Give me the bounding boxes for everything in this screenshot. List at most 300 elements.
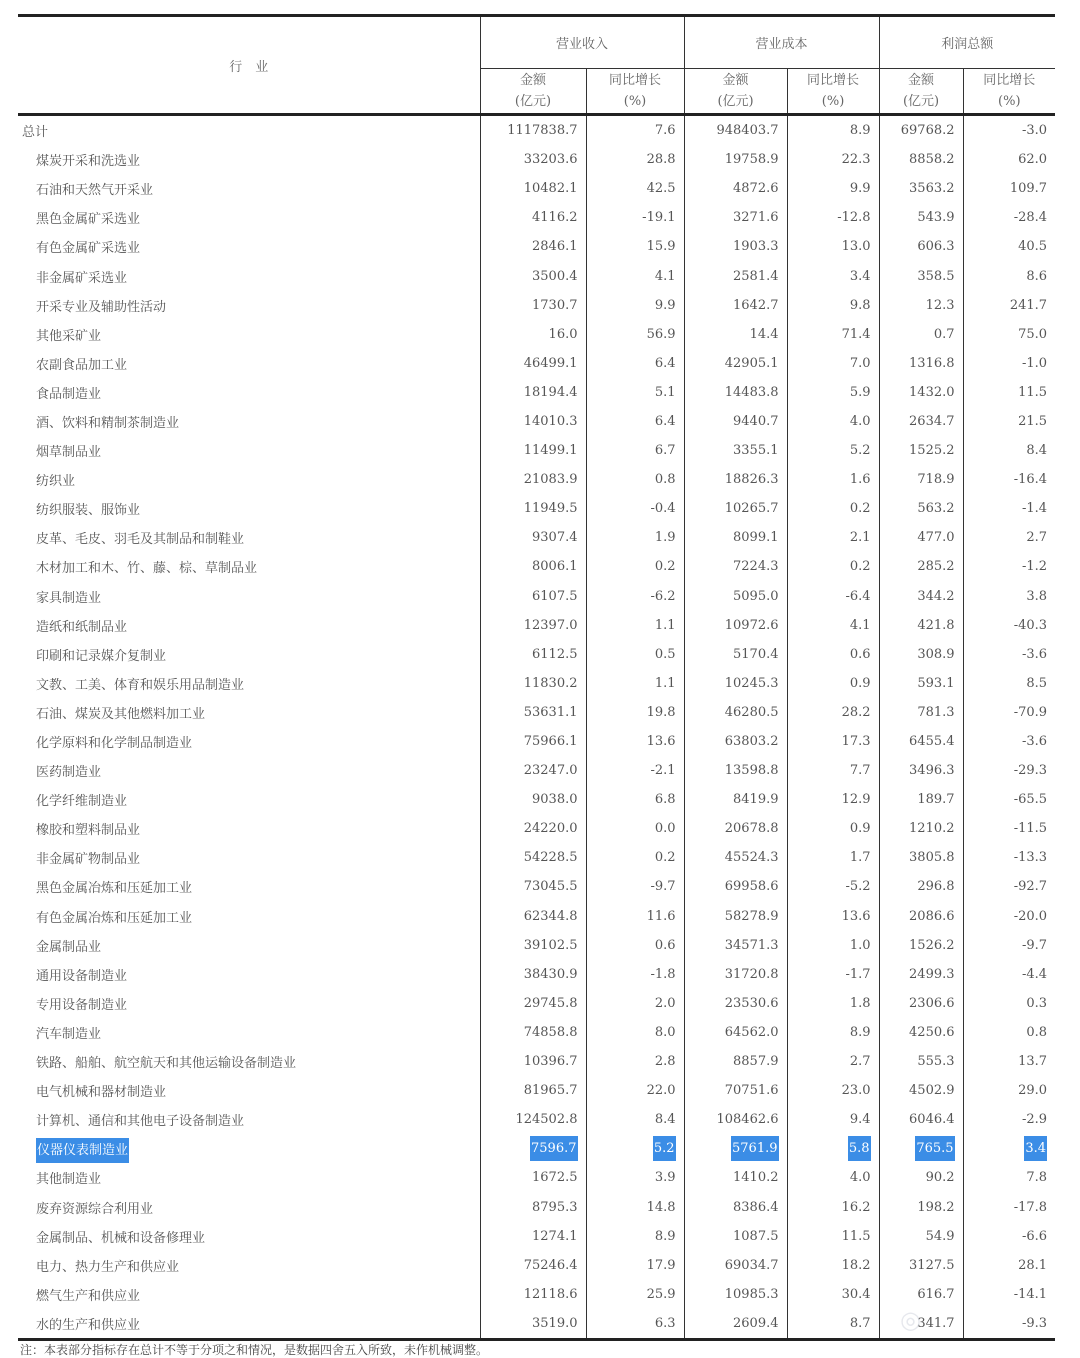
cell-text: 6.7 [654, 443, 676, 459]
cell-text: -4.4 [1021, 966, 1048, 982]
profit-growth [963, 552, 1055, 581]
cell-text: 421.8 [917, 617, 955, 633]
table-row [18, 902, 1055, 931]
cell-text: 8099.1 [733, 530, 779, 546]
subheader-unit: (亿元) [514, 94, 552, 109]
cell-text: -6.2 [650, 588, 676, 604]
cell-text: 6455.4 [909, 734, 955, 750]
industry-name [18, 872, 480, 901]
cost-amount [684, 349, 787, 378]
cell-text: 765.5 [915, 1136, 954, 1161]
cell-text: 28.2 [841, 704, 871, 720]
cell-text: 81965.7 [523, 1083, 578, 1099]
cell-text: 948403.7 [716, 123, 779, 139]
industry-name [18, 814, 480, 843]
revenue-amount [480, 320, 586, 349]
cell-text: 1432.0 [909, 384, 955, 400]
cost-amount [684, 1309, 787, 1340]
cell-text: 8857.9 [733, 1054, 779, 1070]
table-row [18, 843, 1055, 872]
cell-text: 11.5 [841, 1228, 871, 1244]
table-row [18, 465, 1055, 494]
table-row [18, 989, 1055, 1018]
revenue-amount [480, 931, 586, 960]
cost-amount [684, 1076, 787, 1105]
profit-growth [963, 465, 1055, 494]
profit-amount [879, 436, 963, 465]
revenue-amount [480, 1134, 586, 1163]
revenue-amount [480, 814, 586, 843]
cell-text: 19.8 [646, 704, 676, 720]
cell-text: 4.1 [849, 617, 871, 633]
cell-text: 7.0 [849, 355, 871, 371]
cell-text: 109.7 [1009, 181, 1048, 197]
cost-amount [684, 523, 787, 552]
cell-text: 0.2 [654, 559, 676, 575]
cost-growth [787, 756, 879, 785]
industry-name [18, 436, 480, 465]
cell-text: 1087.5 [733, 1228, 779, 1244]
cell-text: 9038.0 [532, 792, 578, 808]
cost-growth [787, 669, 879, 698]
cell-text: 42905.1 [724, 355, 779, 371]
cell-text: 黑色金属矿采选业 [36, 212, 141, 228]
cell-text: 7.8 [1026, 1170, 1048, 1186]
cell-text: 3355.1 [733, 443, 779, 459]
cell-text: 4.0 [849, 1170, 871, 1186]
cost-growth [787, 902, 879, 931]
cell-text: 285.2 [917, 559, 955, 575]
profit-growth [963, 756, 1055, 785]
table-row [18, 698, 1055, 727]
cost-amount [684, 320, 787, 349]
revenue-growth [586, 843, 684, 872]
growth-subheader [586, 69, 684, 115]
cell-text: 29745.8 [523, 995, 578, 1011]
cost-header: 营业成本 [684, 16, 879, 69]
cell-text: 4872.6 [733, 181, 779, 197]
cost-growth [787, 1105, 879, 1134]
cell-text: 11.5 [1018, 384, 1048, 400]
revenue-growth [586, 1076, 684, 1105]
revenue-amount [480, 872, 586, 901]
revenue-amount [480, 261, 586, 290]
cell-text: 8.9 [849, 123, 871, 139]
cell-text: 308.9 [917, 646, 955, 662]
cost-growth [787, 261, 879, 290]
revenue-amount [480, 349, 586, 378]
cell-text: 1274.1 [532, 1228, 578, 1244]
industry-name [18, 291, 480, 320]
cell-text: 1.9 [654, 530, 676, 546]
table-row [18, 1047, 1055, 1076]
cell-text: 4250.6 [909, 1024, 955, 1040]
cell-text: 烟草制品业 [36, 445, 102, 461]
table-row [18, 203, 1055, 232]
revenue-amount [480, 1076, 586, 1105]
cell-text: 20678.8 [724, 821, 779, 837]
cell-text: 563.2 [917, 501, 955, 517]
profit-amount [879, 1018, 963, 1047]
profit-growth [963, 1105, 1055, 1134]
table-row [18, 756, 1055, 785]
profit-amount [879, 843, 963, 872]
cell-text: -1.0 [1021, 355, 1048, 371]
revenue-amount [480, 902, 586, 931]
cell-text: -9.3 [1021, 1315, 1048, 1331]
cell-text: 0.2 [654, 850, 676, 866]
cell-text: 198.2 [917, 1199, 955, 1215]
cell-text: 燃气生产和供应业 [36, 1288, 141, 1304]
table-row [18, 582, 1055, 611]
cell-text: -1.2 [1021, 559, 1048, 575]
profit-amount [879, 1076, 963, 1105]
cell-text: 农副食品加工业 [36, 357, 128, 373]
cost-growth [787, 291, 879, 320]
cell-text: 10972.6 [724, 617, 779, 633]
cell-text: -2.1 [650, 763, 676, 779]
industry-name [18, 582, 480, 611]
table-row [18, 814, 1055, 843]
cost-growth [787, 378, 879, 407]
revenue-growth [586, 989, 684, 1018]
table-row [18, 727, 1055, 756]
cell-text: -20.0 [1013, 908, 1048, 924]
cost-growth [787, 465, 879, 494]
cell-text: 3.4 [1024, 1136, 1047, 1161]
revenue-growth [586, 494, 684, 523]
cell-text: 10482.1 [523, 181, 578, 197]
revenue-growth [586, 902, 684, 931]
cell-text: 0.8 [654, 472, 676, 488]
revenue-growth [586, 1018, 684, 1047]
cell-text: 14010.3 [523, 413, 578, 429]
table-row [18, 232, 1055, 261]
revenue-growth [586, 669, 684, 698]
profit-growth [963, 232, 1055, 261]
cost-amount [684, 1251, 787, 1280]
cell-text: 8419.9 [733, 792, 779, 808]
cell-text: 12397.0 [523, 617, 578, 633]
cell-text: 12118.6 [523, 1286, 578, 1302]
cost-amount [684, 960, 787, 989]
revenue-amount [480, 407, 586, 436]
cost-growth [787, 523, 879, 552]
revenue-growth [586, 727, 684, 756]
cost-growth [787, 320, 879, 349]
profit-growth [963, 727, 1055, 756]
cell-text: 189.7 [917, 792, 955, 808]
cell-text: 29.0 [1018, 1083, 1048, 1099]
industry-name [18, 1222, 480, 1251]
cell-text: 21083.9 [523, 472, 578, 488]
cell-text: 其他制造业 [36, 1172, 102, 1188]
industry-table [18, 14, 1055, 1341]
table-row [18, 872, 1055, 901]
cell-text: 34571.3 [724, 937, 779, 953]
profit-growth [963, 145, 1055, 174]
cell-text: 30.4 [841, 1286, 871, 1302]
subheader-label: 同比增长 [609, 73, 662, 88]
industry-name [18, 1047, 480, 1076]
subheader-unit: (%) [623, 94, 647, 109]
profit-amount [879, 115, 963, 146]
revenue-amount [480, 494, 586, 523]
profit-amount [879, 145, 963, 174]
cell-text: 718.9 [917, 472, 955, 488]
cell-text: 2634.7 [909, 413, 955, 429]
industry-name [18, 698, 480, 727]
cost-amount [684, 174, 787, 203]
profit-amount [879, 1047, 963, 1076]
cell-text: 53631.1 [523, 704, 578, 720]
industry-name [18, 1192, 480, 1221]
cost-amount [684, 145, 787, 174]
profit-amount [879, 465, 963, 494]
cell-text: 19758.9 [724, 152, 779, 168]
profit-amount [879, 582, 963, 611]
cell-text: 6.8 [654, 792, 676, 808]
cost-growth [787, 698, 879, 727]
cell-text: -6.4 [845, 588, 871, 604]
cell-text: 汽车制造业 [36, 1026, 102, 1042]
table-row [18, 960, 1055, 989]
cell-text: 45524.3 [724, 850, 779, 866]
cell-text: 22.3 [841, 152, 871, 168]
table-row [18, 378, 1055, 407]
cost-amount [684, 785, 787, 814]
revenue-amount [480, 291, 586, 320]
revenue-amount [480, 1251, 586, 1280]
revenue-growth [586, 1251, 684, 1280]
revenue-amount [480, 1163, 586, 1192]
cell-text: 13598.8 [724, 763, 779, 779]
cell-text: 23247.0 [523, 763, 578, 779]
profit-amount [879, 291, 963, 320]
cost-amount [684, 261, 787, 290]
subheader-label: 金额 [908, 73, 935, 88]
revenue-amount [480, 145, 586, 174]
profit-amount [879, 407, 963, 436]
revenue-amount [480, 552, 586, 581]
profit-amount [879, 931, 963, 960]
cell-text: -29.3 [1013, 763, 1048, 779]
cost-amount [684, 1047, 787, 1076]
profit-amount [879, 640, 963, 669]
cell-text: 2.1 [849, 530, 871, 546]
cell-text: 医药制造业 [36, 765, 102, 781]
revenue-growth [586, 872, 684, 901]
cell-text: 70751.6 [724, 1083, 779, 1099]
industry-name [18, 1018, 480, 1047]
industry-name [18, 349, 480, 378]
cost-growth [787, 931, 879, 960]
revenue-growth [586, 320, 684, 349]
industry-name [18, 174, 480, 203]
industry-name [18, 931, 480, 960]
cell-text: 电气机械和器材制造业 [36, 1085, 167, 1101]
cost-amount [684, 494, 787, 523]
cell-text: 14.8 [646, 1199, 676, 1215]
revenue-growth [586, 814, 684, 843]
industry-name [18, 1280, 480, 1309]
profit-growth [963, 843, 1055, 872]
cell-text: 有色金属冶炼和压延加工业 [36, 910, 193, 926]
cell-text: 40.5 [1018, 239, 1048, 255]
cell-text: 纺织业 [36, 474, 76, 490]
revenue-growth [586, 1047, 684, 1076]
revenue-growth [586, 960, 684, 989]
cost-amount [684, 1280, 787, 1309]
profit-growth [963, 1222, 1055, 1251]
revenue-growth [586, 1163, 684, 1192]
revenue-growth [586, 640, 684, 669]
profit-amount [879, 698, 963, 727]
cell-text: 3805.8 [909, 850, 955, 866]
subheader-unit: (%) [821, 94, 845, 109]
cell-text: 4.0 [849, 413, 871, 429]
cell-text: 16.2 [841, 1199, 871, 1215]
revenue-growth [586, 115, 684, 146]
revenue-growth [586, 1105, 684, 1134]
cell-text: 家具制造业 [36, 590, 102, 606]
profit-growth [963, 902, 1055, 931]
industry-name [18, 145, 480, 174]
profit-growth [963, 115, 1055, 146]
cell-text: 13.6 [841, 908, 871, 924]
cell-text: 0.2 [849, 501, 871, 517]
cost-growth [787, 1018, 879, 1047]
cell-text: 606.3 [917, 239, 955, 255]
cell-text: -17.8 [1013, 1199, 1048, 1215]
cell-text: 6.4 [654, 355, 676, 371]
industry-name [18, 115, 480, 146]
subheader-unit: (亿元) [902, 94, 940, 109]
cell-text: 8006.1 [532, 559, 578, 575]
cost-growth [787, 785, 879, 814]
cost-amount [684, 814, 787, 843]
industry-name [18, 843, 480, 872]
revenue-amount [480, 1192, 586, 1221]
table-row [18, 552, 1055, 581]
profit-amount [879, 902, 963, 931]
cost-amount [684, 115, 787, 146]
cell-text: -28.4 [1013, 210, 1048, 226]
cost-amount [684, 1192, 787, 1221]
cost-amount [684, 291, 787, 320]
cell-text: -40.3 [1013, 617, 1048, 633]
profit-growth [963, 436, 1055, 465]
cell-text: 28.8 [646, 152, 676, 168]
revenue-amount [480, 611, 586, 640]
cost-growth [787, 1222, 879, 1251]
industry-name [18, 960, 480, 989]
profit-amount [879, 261, 963, 290]
cell-text: 75966.1 [523, 734, 578, 750]
profit-growth [963, 611, 1055, 640]
revenue-growth [586, 785, 684, 814]
industry-name [18, 552, 480, 581]
cost-amount [684, 669, 787, 698]
profit-header: 利润总额 [879, 16, 1055, 69]
cell-text: 2.0 [654, 995, 676, 1011]
cost-growth [787, 494, 879, 523]
cell-text: 108462.6 [716, 1112, 779, 1128]
cell-text: 5.2 [849, 443, 871, 459]
cell-text: 造纸和纸制品业 [36, 619, 128, 635]
cell-text: 13.6 [646, 734, 676, 750]
cell-text: 仪器仪表制造业 [36, 1138, 129, 1163]
cell-text: -11.5 [1013, 821, 1048, 837]
amount-subheader [879, 69, 963, 115]
cell-text: 计算机、通信和其他电子设备制造业 [36, 1114, 245, 1130]
profit-amount [879, 669, 963, 698]
cell-text: 3563.2 [909, 181, 955, 197]
cell-text: 62.0 [1018, 152, 1048, 168]
table-row [18, 1134, 1055, 1163]
profit-growth [963, 523, 1055, 552]
table-row [18, 1222, 1055, 1251]
profit-amount [879, 523, 963, 552]
cell-text: 14483.8 [724, 384, 779, 400]
cost-amount [684, 552, 787, 581]
cell-text: 6046.4 [909, 1112, 955, 1128]
cell-text: 4.1 [654, 268, 676, 284]
table-row [18, 1251, 1055, 1280]
cell-text: 15.9 [646, 239, 676, 255]
cost-amount [684, 611, 787, 640]
cell-text: 2581.4 [733, 268, 779, 284]
cell-text: 8.4 [654, 1112, 676, 1128]
cell-text: 39102.5 [523, 937, 578, 953]
industry-name [18, 902, 480, 931]
profit-amount [879, 552, 963, 581]
profit-growth [963, 494, 1055, 523]
revenue-amount [480, 960, 586, 989]
cell-text: 文教、工美、体育和娱乐用品制造业 [36, 677, 245, 693]
cell-text: 1642.7 [733, 297, 779, 313]
table-header [18, 16, 1055, 115]
revenue-amount [480, 523, 586, 552]
cell-text: 4116.2 [532, 210, 578, 226]
cell-text: 石油、煤炭及其他燃料加工业 [36, 706, 206, 722]
industry-name [18, 203, 480, 232]
table-row [18, 261, 1055, 290]
industry-name [18, 1134, 480, 1163]
industry-name [18, 261, 480, 290]
profit-growth [963, 669, 1055, 698]
cell-text: 5761.9 [731, 1136, 779, 1161]
cell-text: -9.7 [1021, 937, 1048, 953]
profit-amount [879, 1222, 963, 1251]
revenue-growth [586, 611, 684, 640]
table-row [18, 436, 1055, 465]
cost-amount [684, 1105, 787, 1134]
cell-text: 2.8 [654, 1054, 676, 1070]
cell-text: -92.7 [1013, 879, 1048, 895]
cell-text: -2.9 [1021, 1112, 1048, 1128]
cell-text: 橡胶和塑料制品业 [36, 823, 141, 839]
cell-text: 专用设备制造业 [36, 997, 128, 1013]
cost-growth [787, 872, 879, 901]
table-row [18, 145, 1055, 174]
profit-growth [963, 640, 1055, 669]
cell-text: -0.4 [650, 501, 676, 517]
profit-growth [963, 1134, 1055, 1163]
revenue-growth [586, 931, 684, 960]
cell-text: 铁路、船舶、航空航天和其他运输设备制造业 [36, 1056, 297, 1072]
cost-growth [787, 727, 879, 756]
